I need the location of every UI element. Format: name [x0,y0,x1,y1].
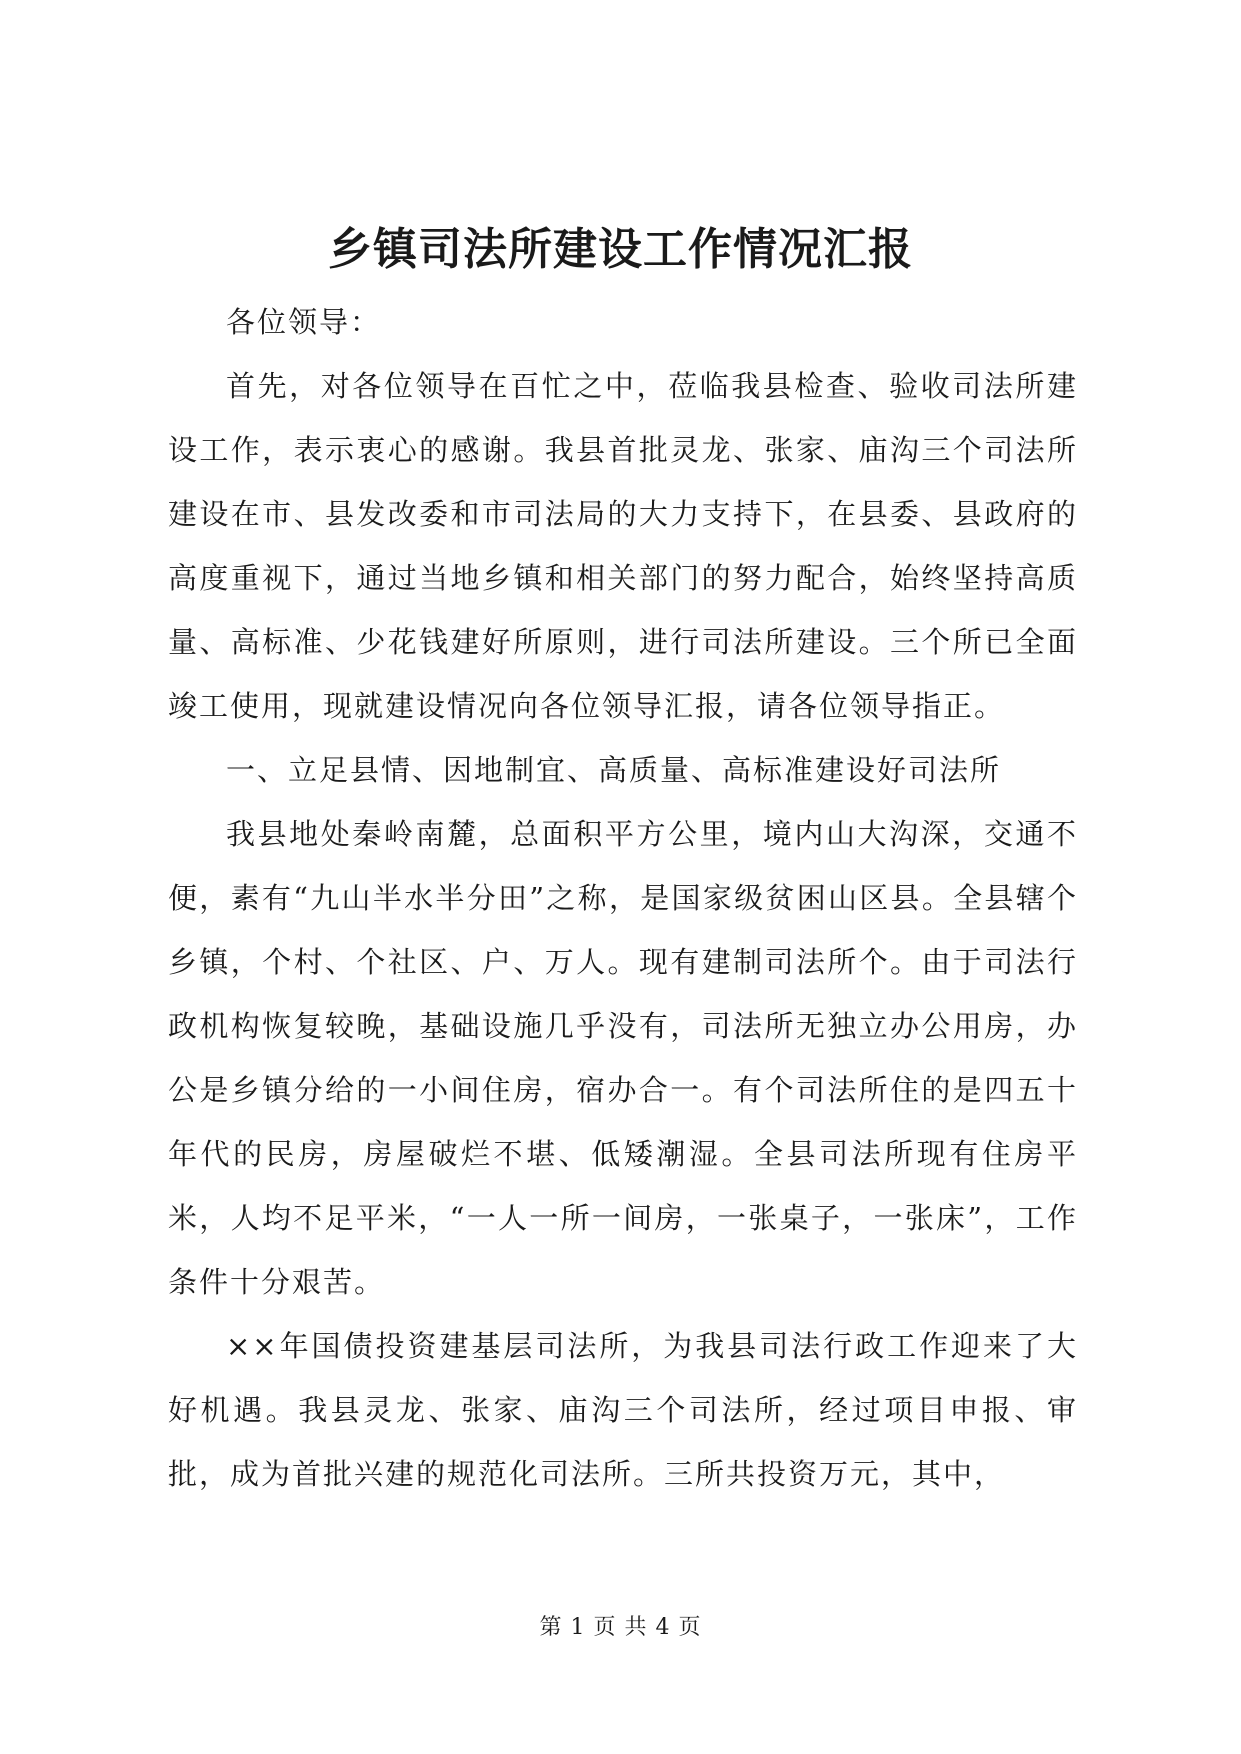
paragraph-investment: ××年国债投资建基层司法所，为我县司法行政工作迎来了大好机遇。我县灵龙、张家、庙沟三个司法所，经过项目申报、审批，成为首批兴建的规范化司法所。三所共投资万元，其中， [168,1329,1078,1491]
greeting-line: 各位领导： [226,305,382,339]
section-heading-1: 一、立足县情、因地制宜、高质量、高标准建设好司法所 [226,753,1002,787]
page-number-footer: 第 1 页 共 4 页 [539,1615,702,1640]
paragraph-county-situation: 我县地处秦岭南麓，总面积平方公里，境内山大沟深，交通不便，素有“九山半水半分田”之称，是国家级贫困山区县。全县辖个乡镇，个村、个社区、户、万人。现有建制司法所个。由于司法行政机构恢复较晚，基础设施几乎没有，司法所无独立办公用房，办公是乡镇分给的一小间住房，宿办合一。有个司法所住的是四五十年代的民房，房屋破烂不堪、低矮潮湿。全县司法所现有住房平米，人均不足平米，“一人一所一间房，一张桌子，一张床”，工作条件十分艰苦。 [168,817,1078,1299]
paragraph-intro: 首先，对各位领导在百忙之中，莅临我县检查、验收司法所建设工作，表示衷心的感谢。我县首批灵龙、张家、庙沟三个司法所建设在市、县发改委和市司法局的大力支持下，在县委、县政府的高度重视下，通过当地乡镇和相关部门的努力配合，始终坚持高质量、高标准、少花钱建好所原则，进行司法所建设。三个所已全面竣工使用，现就建设情况向各位领导汇报，请各位领导指正。 [168,369,1078,723]
document-body [168,290,1078,1506]
document-title: 乡镇司法所建设工作情况汇报 [328,224,913,275]
